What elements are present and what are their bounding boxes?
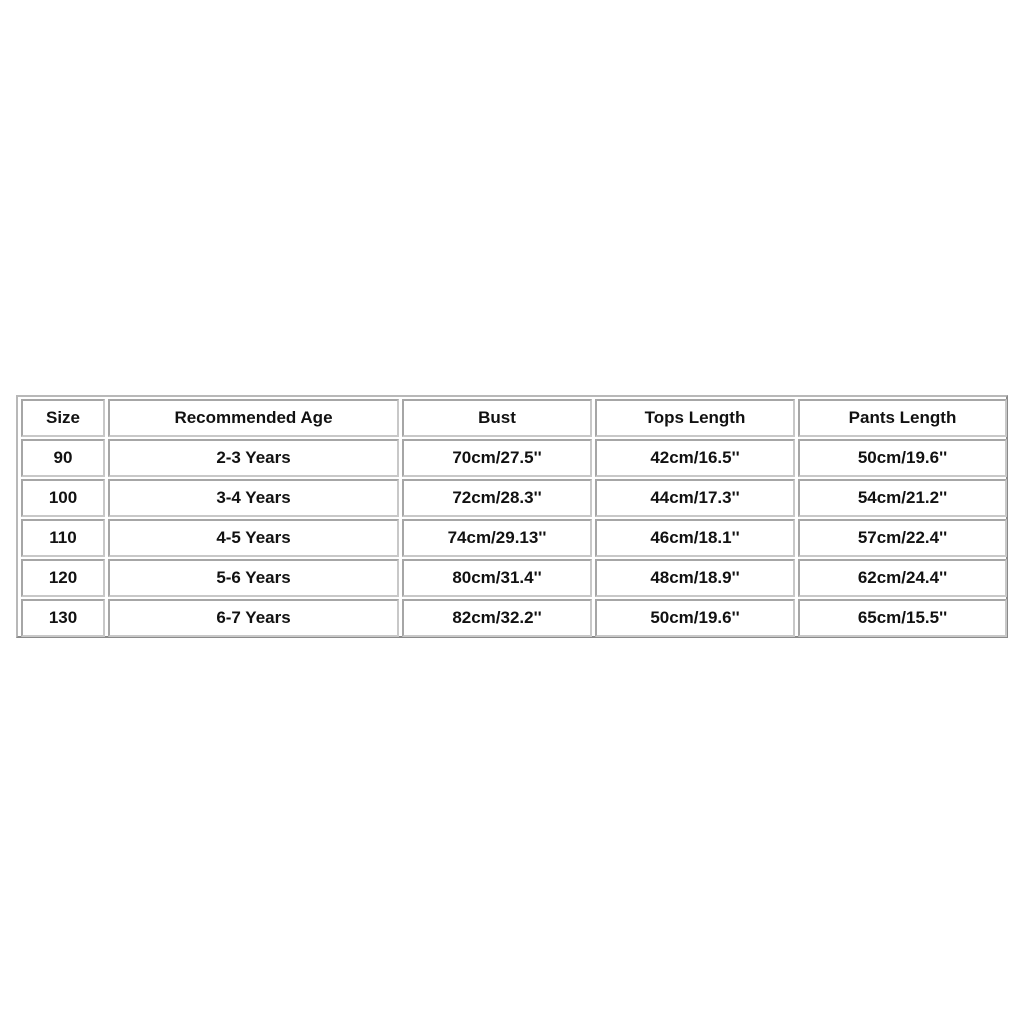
cell-size: 110 [21, 519, 105, 557]
cell-recommended-age: 6-7 Years [108, 599, 399, 637]
cell-pants-length: 65cm/15.5'' [798, 599, 1007, 637]
cell-bust: 80cm/31.4'' [402, 559, 592, 597]
cell-size: 120 [21, 559, 105, 597]
cell-recommended-age: 3-4 Years [108, 479, 399, 517]
cell-bust: 70cm/27.5'' [402, 439, 592, 477]
cell-pants-length: 50cm/19.6'' [798, 439, 1007, 477]
table-row [21, 559, 1007, 597]
cell-tops-length: 46cm/18.1'' [595, 519, 795, 557]
cell-tops-length: 50cm/19.6'' [595, 599, 795, 637]
header-recommended-age: Recommended Age [108, 399, 399, 437]
header-pants-length: Pants Length [798, 399, 1007, 437]
table-row [21, 519, 1007, 557]
table-row [21, 599, 1007, 637]
header-tops-length: Tops Length [595, 399, 795, 437]
cell-tops-length: 42cm/16.5'' [595, 439, 795, 477]
cell-bust: 72cm/28.3'' [402, 479, 592, 517]
size-chart [16, 395, 1008, 638]
cell-recommended-age: 4-5 Years [108, 519, 399, 557]
cell-size: 100 [21, 479, 105, 517]
header-bust: Bust [402, 399, 592, 437]
cell-pants-length: 54cm/21.2'' [798, 479, 1007, 517]
size-chart-table [18, 397, 1010, 639]
cell-pants-length: 62cm/24.4'' [798, 559, 1007, 597]
header-size: Size [21, 399, 105, 437]
cell-bust: 82cm/32.2'' [402, 599, 592, 637]
cell-size: 90 [21, 439, 105, 477]
cell-tops-length: 44cm/17.3'' [595, 479, 795, 517]
cell-tops-length: 48cm/18.9'' [595, 559, 795, 597]
table-row [21, 479, 1007, 517]
cell-size: 130 [21, 599, 105, 637]
cell-pants-length: 57cm/22.4'' [798, 519, 1007, 557]
header-row [21, 399, 1007, 437]
table-row [21, 439, 1007, 477]
cell-bust: 74cm/29.13'' [402, 519, 592, 557]
cell-recommended-age: 5-6 Years [108, 559, 399, 597]
cell-recommended-age: 2-3 Years [108, 439, 399, 477]
